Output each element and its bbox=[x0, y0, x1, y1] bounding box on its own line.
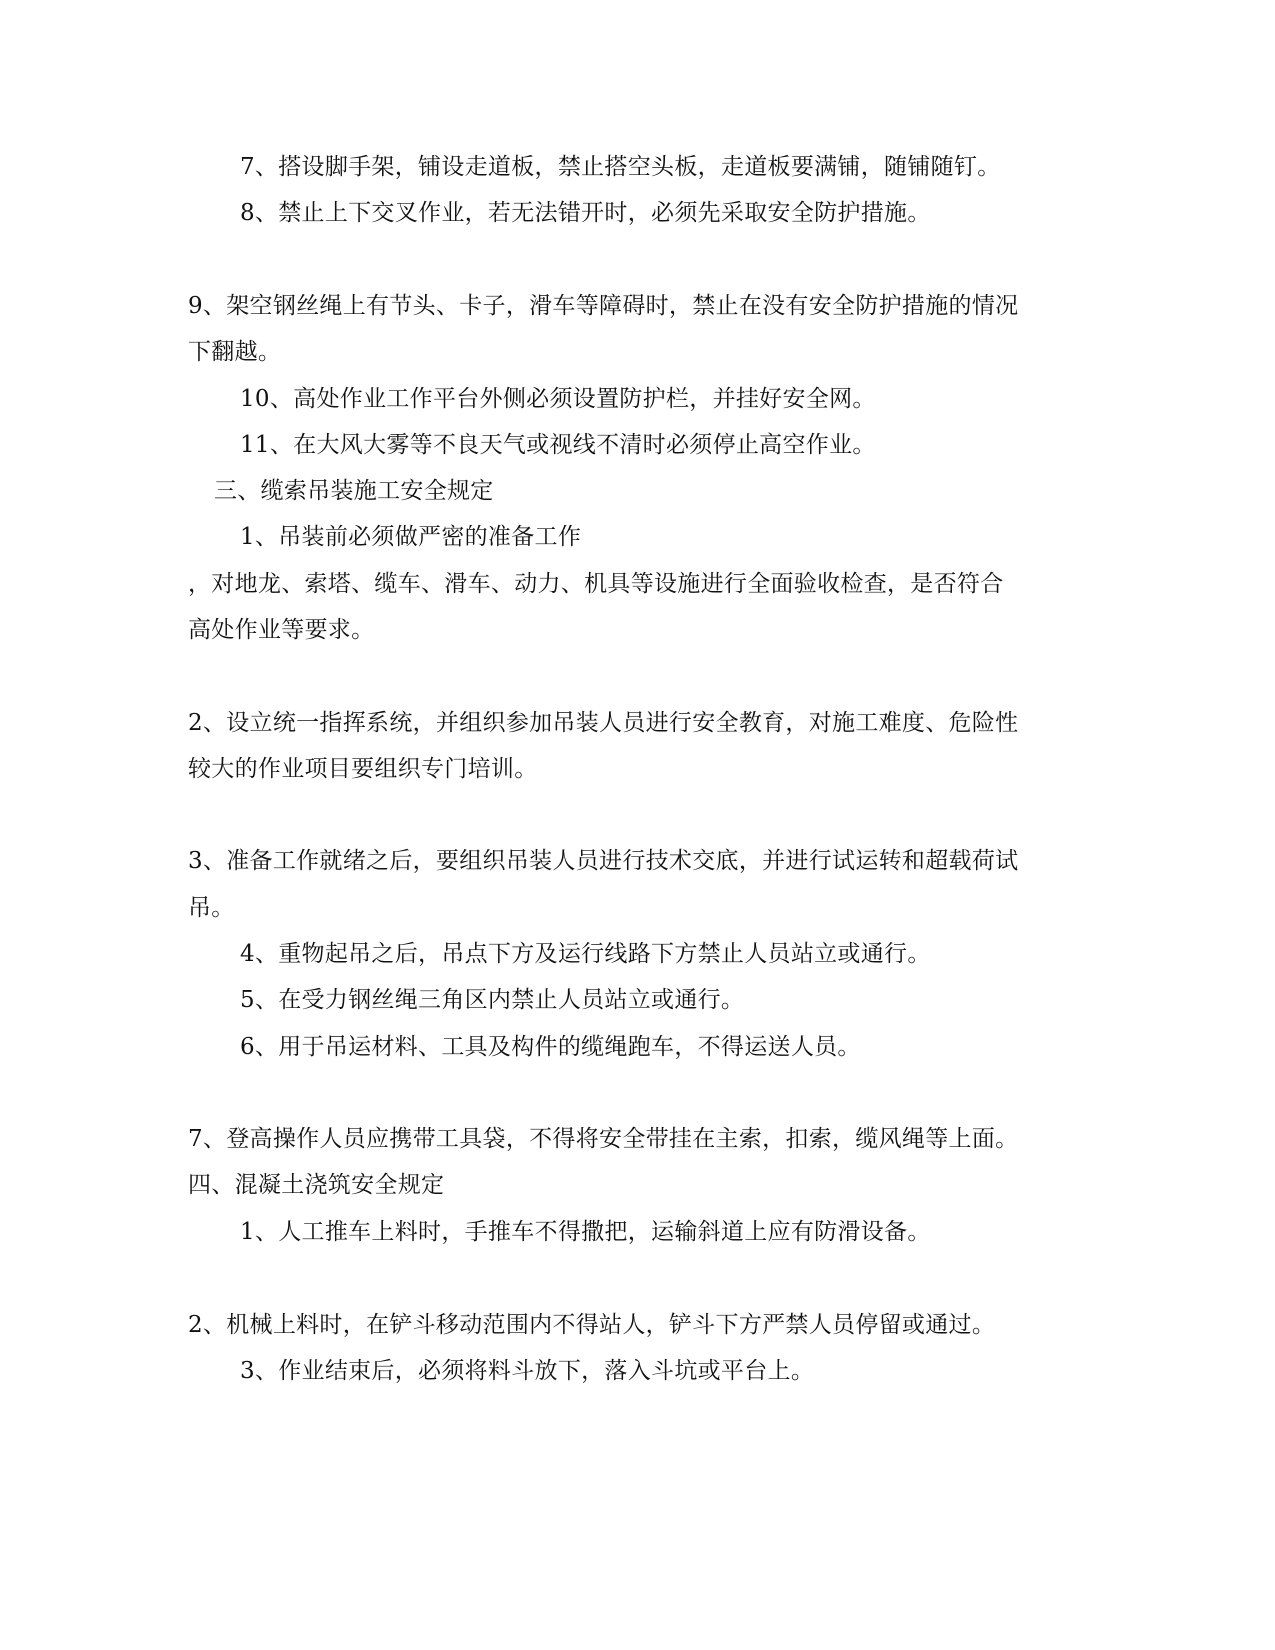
paragraph-line: 11、在大风大雾等不良天气或视线不清时必须停止高空作业。 bbox=[240, 432, 876, 458]
paragraph-line: 9、架空钢丝绳上有节头、卡子，滑车等障碍时，禁止在没有安全防护措施的情况 bbox=[188, 293, 1019, 319]
paragraph-line: 下翻越。 bbox=[188, 339, 282, 365]
paragraph-line: 2、机械上料时，在铲斗移动范围内不得站人，铲斗下方严禁人员停留或通过。 bbox=[188, 1312, 996, 1338]
paragraph-line: 高处作业等要求。 bbox=[188, 617, 375, 643]
section-heading: 四、混凝土浇筑安全规定 bbox=[188, 1172, 445, 1198]
paragraph-line: 8、禁止上下交叉作业，若无法错开时，必须先采取安全防护措施。 bbox=[240, 200, 931, 226]
paragraph-line: 7、搭设脚手架，铺设走道板，禁止搭空头板，走道板要满铺，随铺随钉。 bbox=[240, 154, 1001, 180]
paragraph-line: 5、在受力钢丝绳三角区内禁止人员站立或通行。 bbox=[240, 987, 745, 1013]
paragraph-line: ，对地龙、索塔、缆车、滑车、动力、机具等设施进行全面验收检查，是否符合 bbox=[188, 571, 1004, 597]
paragraph-line: 6、用于吊运材料、工具及构件的缆绳跑车，不得运送人员。 bbox=[240, 1034, 861, 1060]
paragraph-line: 3、准备工作就绪之后，要组织吊装人员进行技术交底，并进行试运转和超载荷试 bbox=[188, 848, 1019, 874]
paragraph-line: 3、作业结束后，必须将料斗放下，落入斗坑或平台上。 bbox=[240, 1358, 815, 1384]
paragraph-line: 4、重物起吊之后，吊点下方及运行线路下方禁止人员站立或通行。 bbox=[240, 941, 931, 967]
paragraph-line: 2、设立统一指挥系统，并组织参加吊装人员进行安全教育，对施工难度、危险性 bbox=[188, 710, 1019, 736]
paragraph-line: 较大的作业项目要组织专门培训。 bbox=[188, 756, 538, 782]
paragraph-line: 7、登高操作人员应携带工具袋，不得将安全带挂在主索，扣索，缆风绳等上面。 bbox=[188, 1126, 1019, 1152]
paragraph-line: 1、吊装前必须做严密的准备工作 bbox=[240, 524, 582, 550]
paragraph-line: 吊。 bbox=[188, 895, 235, 921]
paragraph-line: 10、高处作业工作平台外侧必须设置防护栏，并挂好安全网。 bbox=[240, 386, 876, 412]
section-heading: 三、缆索吊装施工安全规定 bbox=[214, 478, 494, 504]
paragraph-line: 1、人工推车上料时，手推车不得撒把，运输斜道上应有防滑设备。 bbox=[240, 1219, 931, 1245]
